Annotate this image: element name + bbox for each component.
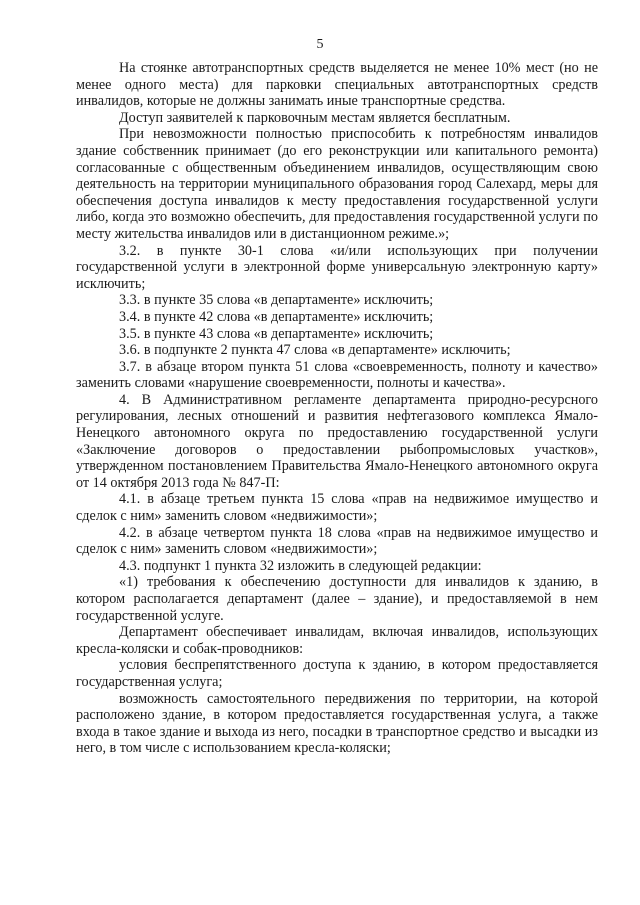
paragraph: Департамент обеспечивает инвалидам, включая инвалидов, использующих кресла-коляски и собак-проводников: (76, 624, 598, 657)
document-body (76, 60, 598, 757)
paragraph: 4. В Административном регламенте департамента природно-ресурсного регулирования, лесных отношений и развития нефтегазового комплекса Ямало-Ненецкого автономного округа по предоставлению государственной услуги «Заключение договоров о предоставлении рыбопромысловых участков», утвержденном постановлением Правительства Ямало-Ненецкого автономного округа от 14 октября 2013 года № 847-П: (76, 391, 598, 491)
paragraph: возможность самостоятельного передвижения по территории, на которой расположено здание, в котором предоставляется государственная услуга, а также входа в такое здание и выхода из него, посадки в транспортное средство и высадки из него, в том числе с использованием кресла-коляски; (76, 690, 598, 757)
paragraph: 4.2. в абзаце четвертом пункта 18 слова «прав на недвижимое имущество и сделок с ним» заменить словом «недвижимости»; (76, 524, 598, 558)
paragraph: При невозможности полностью приспособить к потребностям инвалидов здание собственник принимает (до его реконструкции или капитального ремонта) согласованные с общественным объединением инвалидов, осуществляющим свою деятельность на территории муниципального образования город Салехард, меры для обеспечения доступа инвалидов к месту предоставления государственной услуги либо, когда это возможно обеспечить, для предоставления государственной услуги по месту жительства инвалидов или в дистанционном режиме.»; (76, 126, 598, 242)
paragraph: 3.2. в пункте 30-1 слова «и/или использующих при получении государственной услуги в электронной форме универсальную электронную карту» исключить; (76, 242, 598, 292)
paragraph: 4.1. в абзаце третьем пункта 15 слова «прав на недвижимое имущество и сделок с ним» заменить словом «недвижимости»; (76, 491, 598, 525)
paragraph: условия беспрепятственного доступа к зданию, в котором предоставляется государственная услуга; (76, 657, 598, 690)
page-number: 5 (316, 37, 324, 52)
paragraph: 3.4. в пункте 42 слова «в департаменте» исключить; (119, 308, 434, 325)
paragraph: 3.6. в подпункте 2 пункта 47 слова «в департаменте» исключить; (119, 342, 511, 359)
paragraph: 3.7. в абзаце втором пункта 51 слова «своевременность, полноту и качество» заменить словами «нарушение своевременности, полноты и качества». (76, 358, 598, 392)
paragraph: Доступ заявителей к парковочным местам является бесплатным. (119, 109, 511, 126)
paragraph: 4.3. подпункт 1 пункта 32 изложить в следующей редакции: (119, 557, 482, 574)
paragraph: 3.5. в пункте 43 слова «в департаменте» исключить; (119, 325, 434, 342)
paragraph: 3.3. в пункте 35 слова «в департаменте» исключить; (119, 292, 434, 309)
paragraph: «1) требования к обеспечению доступности для инвалидов к зданию, в котором располагается департамент (далее – здание), и предоставляемой в нем государственной услуге. (76, 574, 598, 624)
paragraph: На стоянке автотранспортных средств выделяется не менее 10% мест (но не менее одного места) для парковки специальных автотранспортных средств инвалидов, которые не должны занимать иные транспортные средства. (76, 60, 598, 110)
